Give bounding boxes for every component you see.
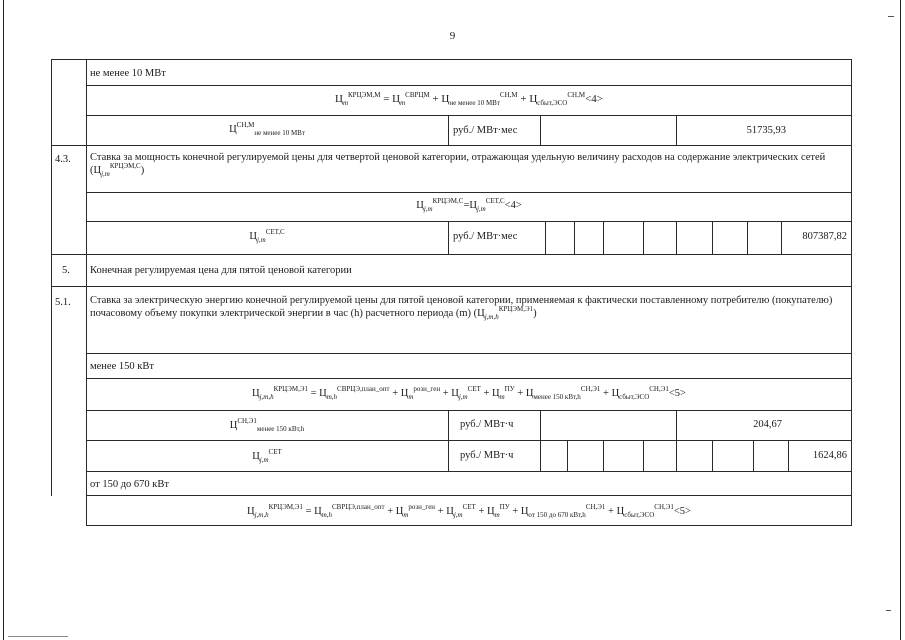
- item-number-5-1: 5.1.: [55, 297, 71, 308]
- page-number: 9: [449, 30, 456, 42]
- item-text-5: Конечная регулируемая цена для пятой ценовой категории: [90, 265, 352, 276]
- value-4-3: 807387,82: [802, 231, 847, 242]
- formula-4-2: $Ц_m^{КРЦЭМ,М} = Ц_m^{СВРЦМ} + Ц_{не менее 10 МВт}^{СН,М} + Ц_{сбыт,ЭСО}^{СН,М}<4>$: [335, 91, 603, 108]
- unit-4-3: руб./ МВт·мес: [453, 231, 518, 242]
- item-text-4-3: Ставка за мощность конечной регулируемой цены для четвертой ценовой категории, отражающая удельную величину расходов на содержание электрических сетей $(Ц_{j,m}^{КРЦЭМ,С})$: [90, 152, 826, 179]
- row-label-not-less-10mw: не менее 10 МВт: [90, 68, 166, 79]
- unit-5-1-a: руб./ МВт·ч: [460, 419, 514, 430]
- unit-5-1-b: руб./ МВт·ч: [460, 450, 514, 461]
- row-label-150-670kw: от 150 до 670 кВт: [90, 479, 169, 490]
- item-number-5: 5.: [62, 265, 70, 276]
- page-edge-right: [900, 0, 901, 640]
- value-5-1-a: 204,67: [753, 419, 782, 430]
- item-text-5-1: Ставка за электрическую энергию конечной регулируемой цены для пятой ценовой категории, применяемая к фактически поставленному потребителю (покупателю) почасовому объему покупки электрической энергии в час (h) расчетного периода (m) $(Ц_{j,m,h}^{КРЦЭМ,Э1})$: [90, 295, 833, 322]
- scan-mark-top-right: [888, 16, 894, 17]
- page-edge-left: [3, 0, 4, 640]
- item-number-4-3: 4.3.: [55, 154, 71, 165]
- variable-4-3: $Ц_{j,m}^{СЕТ,С}$: [249, 228, 285, 245]
- scan-mark-right: [886, 610, 891, 611]
- variable-4-2: $Ц^{СН,М}_{не менее 10 МВт}$: [229, 121, 305, 138]
- formula-5-1-c: $Ц_{j,m,h}^{КРЦЭМ,Э1} = Ц_{m,h}^{СВРЦЭ,план\_опт} + Ц_m^{розн\_ген} + Ц_{j,m}^{СЕТ} + Ц_m^{ПУ} + Ц_{от 150 до 670 кВт,h}^{СН,Э1} + Ц_{сбыт,ЭСО}^{СН,Э1}<5>$: [247, 503, 691, 520]
- value-4-2: 51735,93: [746, 125, 786, 136]
- scan-mark-bottom-left: [8, 636, 68, 637]
- formula-4-3: $Ц_{j,m}^{КРЦЭМ,С}=Ц_{j,m}^{СЕТ,С}<4>$: [416, 197, 522, 214]
- variable-5-1-b: $Ц_{j,m}^{СЕТ}$: [252, 448, 282, 465]
- row-label-less-150kw: менее 150 кВт: [90, 361, 154, 372]
- unit-4-2: руб./ МВт·мес: [453, 125, 518, 136]
- variable-5-1-a: $Ц^{СН,Э1}_{менее 150 кВт,h}$: [229, 417, 305, 434]
- formula-5-1-a: $Ц_{j,m,h}^{КРЦЭМ,Э1} = Ц_{m,h}^{СВРЦЭ,план\_опт} + Ц_m^{розн\_ген} + Ц_{j,m}^{СЕТ} + Ц_m^{ПУ} + Ц_{менее 150 кВт,h}^{СН,Э1} + Ц_{сбыт,ЭСО}^{СН,Э1}<5>$: [252, 385, 686, 402]
- value-5-1-b: 1624,86: [812, 450, 847, 461]
